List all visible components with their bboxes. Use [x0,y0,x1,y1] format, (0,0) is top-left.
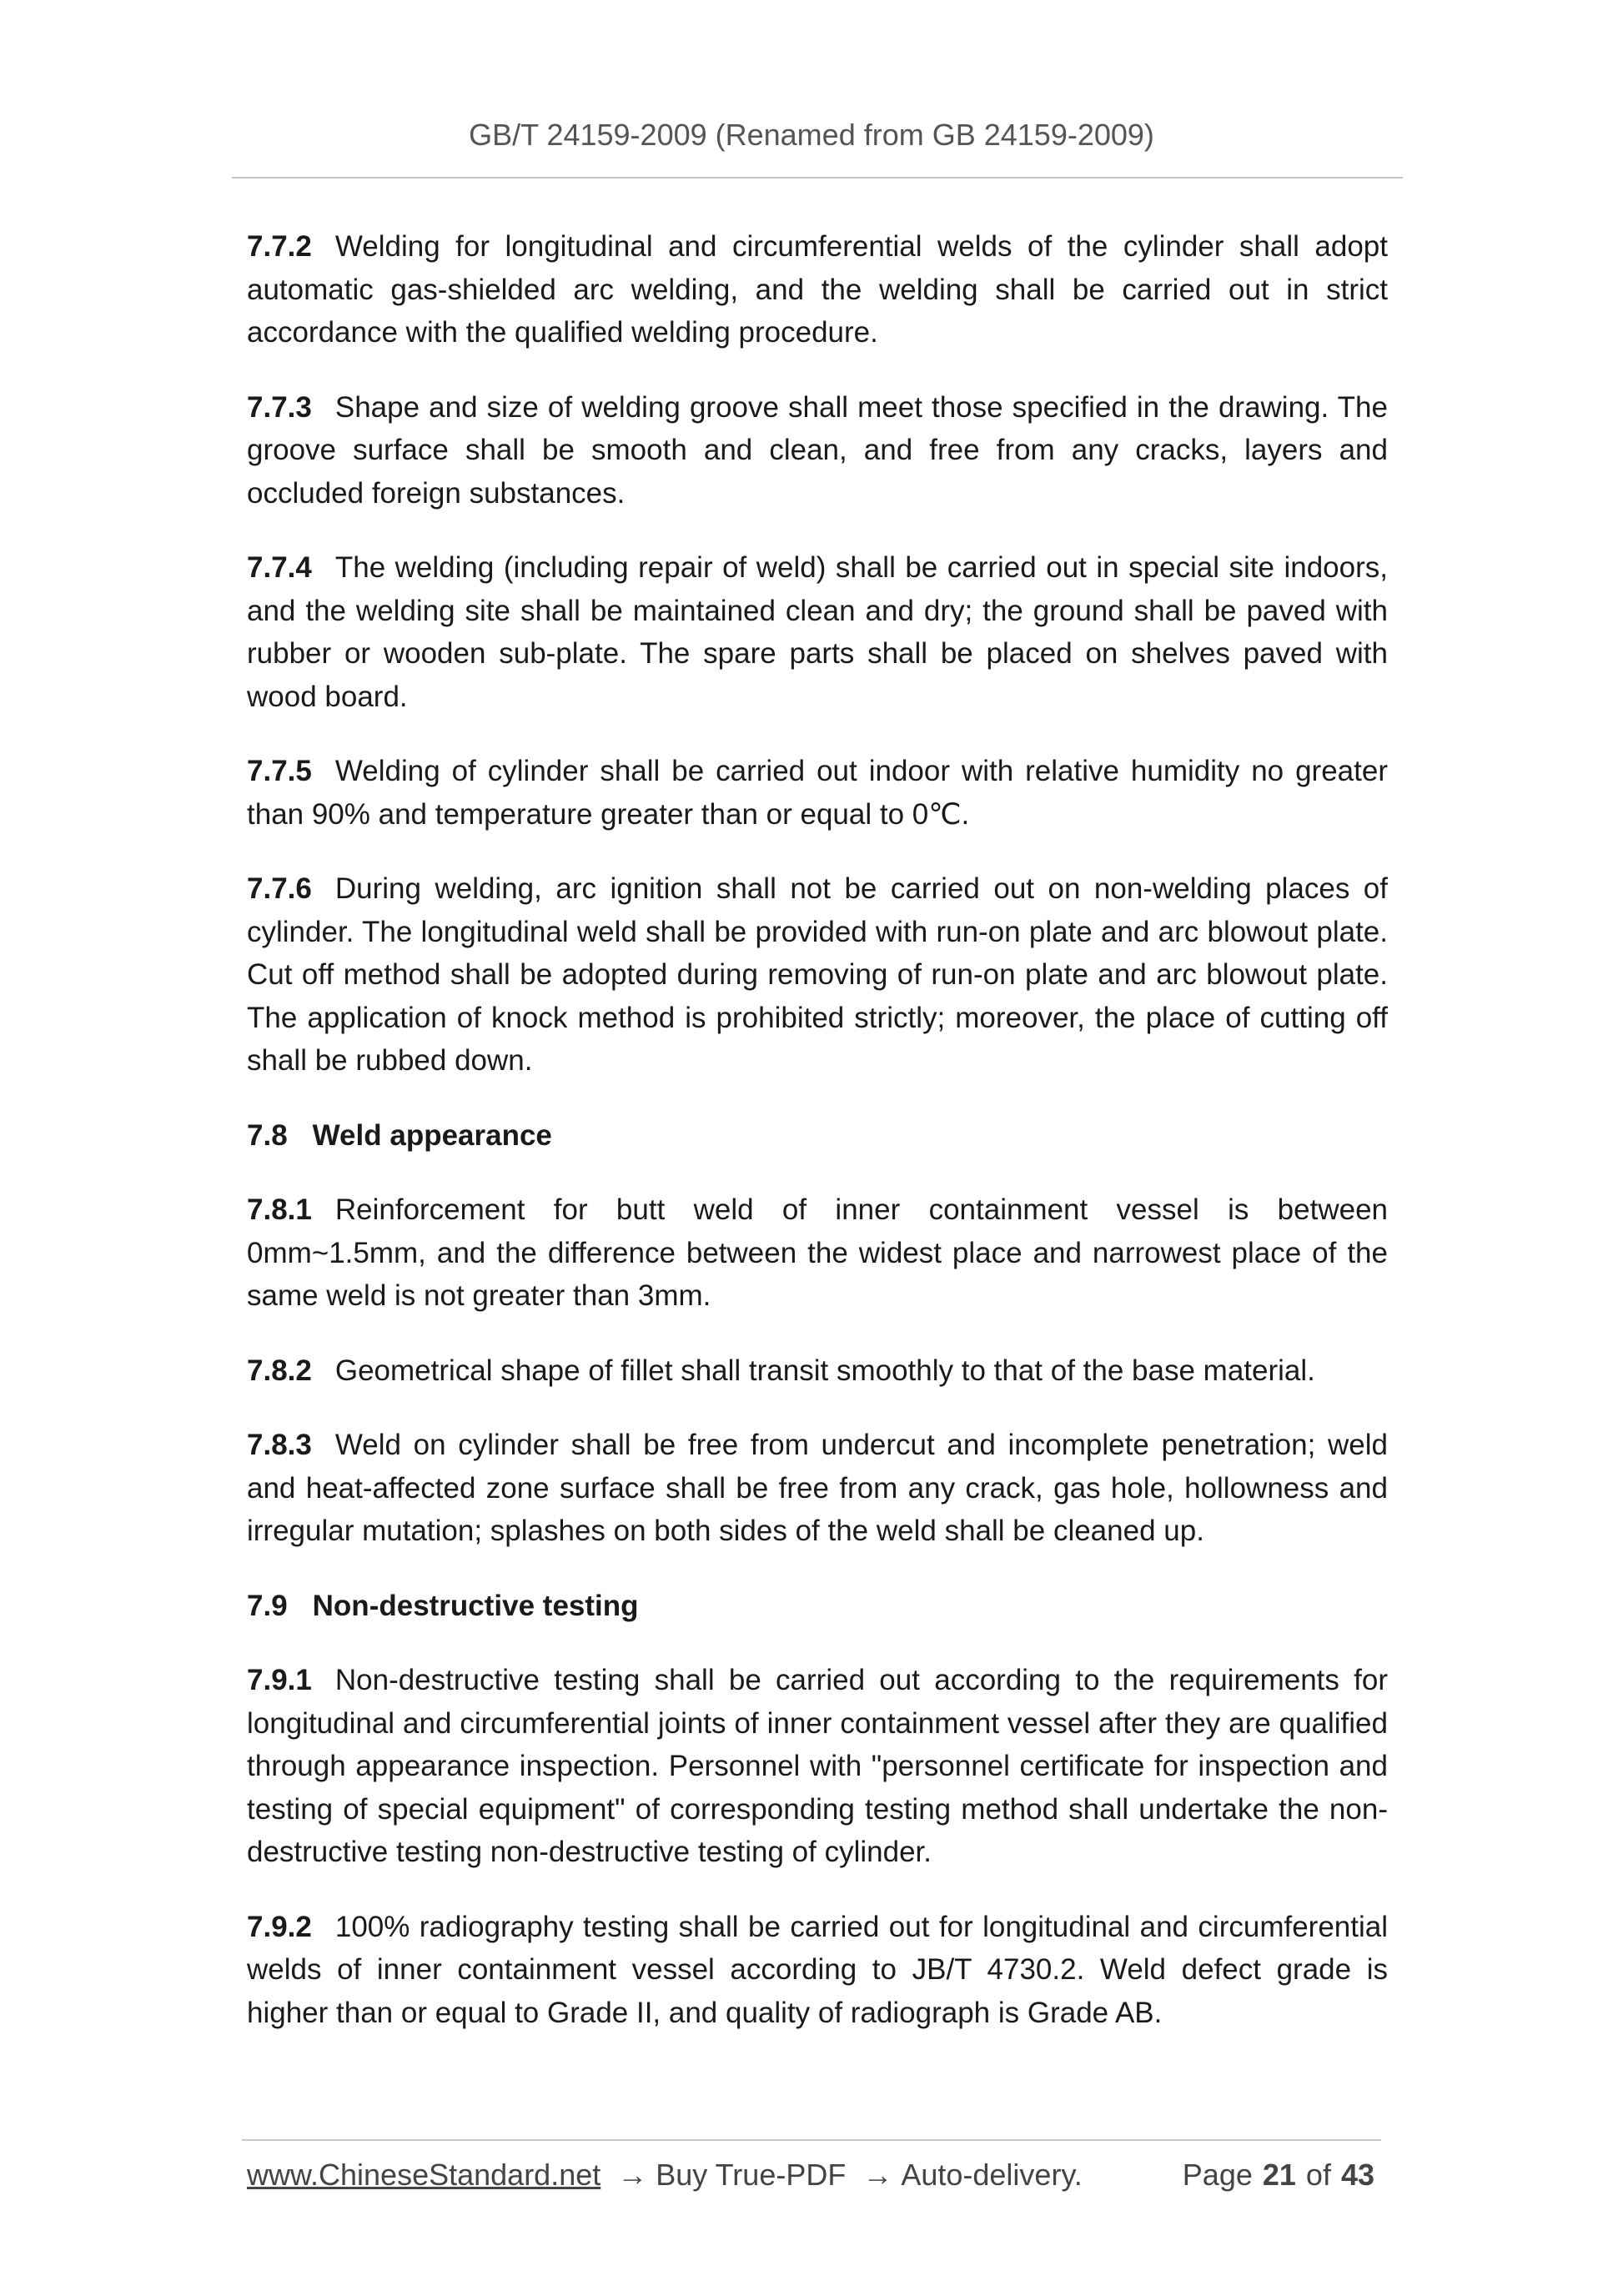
clause-7-8-2 [247,1349,1388,1393]
arrow-right-icon: → [862,2158,893,2192]
buy-true-pdf-text: Buy True-PDF [656,2158,847,2192]
clause-number: 7.8.3 [247,1429,312,1461]
clause-7-7-4 [247,546,1388,718]
auto-delivery-text: Auto-delivery. [901,2158,1083,2192]
clause-number: 7.8.1 [247,1193,312,1226]
clause-text: Welding of cylinder shall be carried out indoor with relative humidity no greater than 90% and temperature greater than or equal to 0℃. [247,755,1388,831]
clause-text: During welding, arc ignition shall not be carried out on non-welding places of cylinder. The longitudinal weld shall be provided with run-on plate and arc blowout plate. Cut off method shall be adopted during removing of run-on plate and arc blowout plate. The application of knock method is prohibited strictly; moreover, the place of cutting off shall be rubbed down. [247,872,1388,1077]
clause-7-7-2 [247,225,1388,354]
clause-7-8-3 [247,1424,1388,1553]
clause-text: Shape and size of welding groove shall meet those specified in the drawing. The groove surface shall be smooth and clean, and free from any cracks, layers and occluded foreign substances. [247,390,1388,510]
arrow-right-icon: → [617,2158,648,2192]
clause-number: 7.8.2 [247,1354,312,1387]
clause-7-8-1 [247,1188,1388,1318]
section-title: Non-destructive testing [312,1589,639,1622]
clause-text: Geometrical shape of fillet shall transit smoothly to that of the base material. [334,1354,1315,1387]
clause-7-7-6 [247,867,1388,1083]
clause-7-9-1 [247,1659,1388,1874]
header-divider [232,177,1403,178]
clause-text: 100% radiography testing shall be carried out for longitudinal and circumferential welds of inner containment vessel according to JB/T 4730.2. Weld defect grade is higher than or equal to Grade II, and quality of radiograph is Grade AB. [247,1910,1388,2029]
clause-text: Weld on cylinder shall be free from undercut and incomplete penetration; weld and heat-affected zone surface shall be free from any crack, gas hole, hollowness and irregular mutation; splashes on both sides of the weld shall be cleaned up. [247,1429,1388,1547]
page-header-title: GB/T 24159-2009 (Renamed from GB 24159-2009) [469,118,1154,152]
clause-number: 7.9.2 [247,1910,312,1943]
clause-number: 7.7.4 [247,551,312,584]
clause-text: Welding for longitudinal and circumferential welds of the cylinder shall adopt automatic gas-shielded arc welding, and the welding shall be carried out in strict accordance with the qualified welding procedure. [247,230,1388,349]
page-indicator [1183,2156,1374,2194]
clause-7-7-5 [247,750,1388,836]
section-heading-7-9 [247,1585,1388,1628]
current-page-number: 21 [1262,2158,1296,2192]
clause-number: 7.9.1 [247,1664,312,1696]
section-number: 7.9 [247,1589,288,1622]
footer-divider [242,2139,1381,2141]
section-number: 7.8 [247,1118,288,1152]
clause-text: The welding (including repair of weld) shall be carried out in special site indoors, and the welding site shall be maintained clean and dry; the ground shall be paved with rubber or wooden sub-plate. The spare parts shall be placed on shelves paved with wood board. [247,551,1388,713]
section-title: Weld appearance [312,1118,552,1152]
of-label: of [1305,2158,1331,2192]
total-page-number: 43 [1340,2158,1374,2192]
clause-7-9-2 [247,1906,1388,2035]
clause-number: 7.7.3 [247,390,312,424]
clause-number: 7.7.2 [247,230,312,263]
clause-text: Reinforcement for butt weld of inner containment vessel is between 0mm~1.5mm, and the difference between the widest place and narrowest place of the same weld is not greater than 3mm. [247,1193,1388,1312]
site-link[interactable]: www.ChineseStandard.net [247,2158,601,2192]
clause-7-7-3 [247,386,1388,515]
page-footer [247,2156,1381,2194]
page-label: Page [1182,2158,1253,2192]
section-heading-7-8 [247,1114,1388,1158]
clause-text: Non-destructive testing shall be carried out according to the requirements for longitudinal and circumferential joints of inner containment vessel after they are qualified through appearance inspection. Personnel with "personnel certificate for inspection and testing of special equipment" of corresponding testing method shall undertake the non-destructive testing non-destructive testing of cylinder. [247,1664,1388,1868]
document-body [247,225,1388,2066]
clause-number: 7.7.5 [247,755,312,787]
clause-number: 7.7.6 [247,872,312,905]
